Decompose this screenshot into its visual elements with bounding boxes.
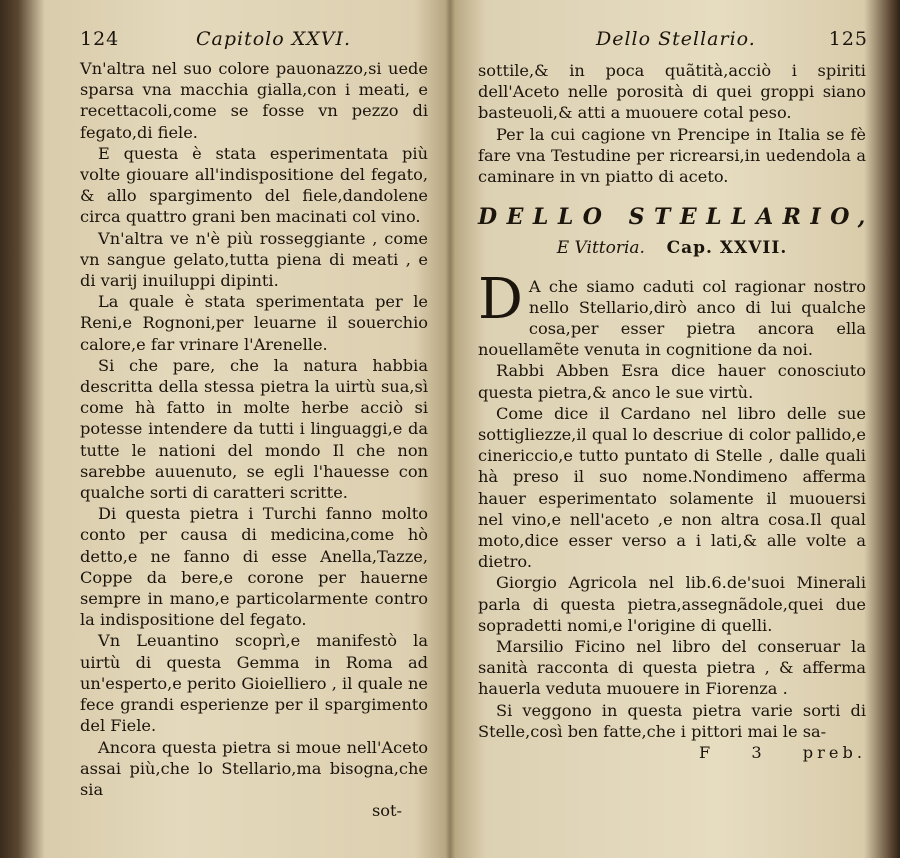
catchword: sot- bbox=[371, 801, 402, 821]
paragraph: Si veggono in questa pietra varie sorti di Stelle,così ben fatte,che i pittori mai le sa- bbox=[478, 700, 866, 741]
page-number: 125 bbox=[828, 28, 868, 50]
right-page-text bbox=[478, 60, 875, 763]
paragraph: Di questa pietra i Turchi fanno molto conto per causa di medicina,come hò detto,e ne fanno di esse Anella,Tazze, Coppe da bere,e corone per hauerne sempre in mano,e particolarmente contro la indispositione del fegato. bbox=[80, 504, 428, 630]
left-page-text bbox=[80, 58, 428, 821]
paragraph: Ancora questa pietra si moue nell'Aceto assai più,che lo Stellario,ma bisogna,che sia bbox=[80, 737, 428, 799]
page-number: 124 bbox=[80, 28, 120, 50]
paragraph: Vn'altra ve n'è più rosseggiante , come vn sangue gelato,tutta piena di meati , e di varij inuiluppi dipinti. bbox=[80, 228, 428, 291]
paragraph: Giorgio Agricola nel lib.6.de'suoi Minerali parla di questa pietra,assegnãdole,quei due sopradetti nomi,e l'origine di quelli. bbox=[478, 573, 866, 635]
chapter-subtitle: E Vittoria. bbox=[556, 238, 645, 259]
paragraph: Vn Leuantino scoprì,e manifestò la uirtù di questa Gemma in Roma ad un'esperto,e perito Gioielliero , il quale ne fece grandi esperienze per il spargimento del Fiele. bbox=[80, 631, 428, 736]
running-head: Capitolo XXVI. bbox=[196, 28, 352, 50]
paragraph: Per la cui cagione vn Prencipe in Italia se fè fare vna Testudine per ricrearsi,in uedendola a caminare in vn piatto di aceto. bbox=[478, 124, 866, 187]
left-page bbox=[40, 0, 432, 858]
paragraph: La quale è stata sperimentata per le Reni,e Rognoni,per leuarne il souerchio calore,e far vrinare l'Arenelle. bbox=[80, 292, 428, 354]
chapter-title: DELLO STELLARIO, bbox=[478, 204, 875, 231]
right-page-header bbox=[468, 28, 868, 58]
first-paragraph-text: A che siamo caduti col ragionar nostro nello Stellario,dirò anco di lui qualche cosa,per esser pietra ancora ella nouellamẽte venuta in cognitione da noi. bbox=[478, 276, 866, 360]
signature-number: 3 bbox=[751, 743, 766, 763]
drop-cap: D bbox=[478, 266, 523, 332]
signature-mark: F bbox=[698, 743, 715, 763]
right-page bbox=[468, 0, 875, 858]
paragraph: Rabbi Abben Esra dice hauer conosciuto questa pietra,& anco le sue virtù. bbox=[478, 361, 866, 402]
paragraph: E questa è stata esperimentata più volte giouare all'indispositione del fegato, & allo spargimento del fiele,dandolene circa quattro grani ben macinati col vino. bbox=[80, 143, 428, 227]
paragraph: Come dice il Cardano nel libro delle sue sottigliezze,il qual lo descriue di color pallido,e cinericcio,e tutto puntato di Stelle , dalle quali hà preso il suo nome.Nondimeno afferma hauer esperimentato solamente il muouersi nel vino,e nell'aceto ,e non altra cosa.Il qual moto,dice esser verso a i lati,& alle volte a dietro. bbox=[478, 403, 866, 572]
chapter-number: Cap. XXVII. bbox=[666, 238, 788, 259]
signature-line bbox=[478, 742, 866, 763]
paragraph: Vn'altra nel suo colore pauonazzo,si uede sparsa vna macchia gialla,con i meati, e recettacoli,come se fosse vn pezzo di fegato,di fiele. bbox=[80, 59, 428, 142]
running-head: Dello Stellario. bbox=[596, 28, 756, 50]
catchword: preb. bbox=[802, 743, 866, 763]
chapter-subtitle-line bbox=[478, 238, 866, 259]
first-paragraph bbox=[478, 266, 866, 361]
paragraph: sottile,& in poca quãtità,acciò i spiriti dell'Aceto nelle porosità di quei groppi siano basteuoli,& atti a muouere cotal peso. bbox=[478, 61, 866, 123]
left-page-header bbox=[40, 28, 432, 58]
paragraph: Marsilio Ficino nel libro del conseruar la sanità racconta di questa pietra , & afferma hauerla veduta muouere in Fiorenza . bbox=[478, 637, 866, 699]
paragraph: Si che pare, che la natura habbia descritta della stessa pietra la uirtù sua,sì come hà fatto in molte herbe acciò si potesse intendere da tutti i linguaggi,e da tutte le nationi del mondo Il che non sarebbe auuenuto, se egli l'hauesse con qualche sorti di caratteri scritte. bbox=[80, 355, 428, 503]
